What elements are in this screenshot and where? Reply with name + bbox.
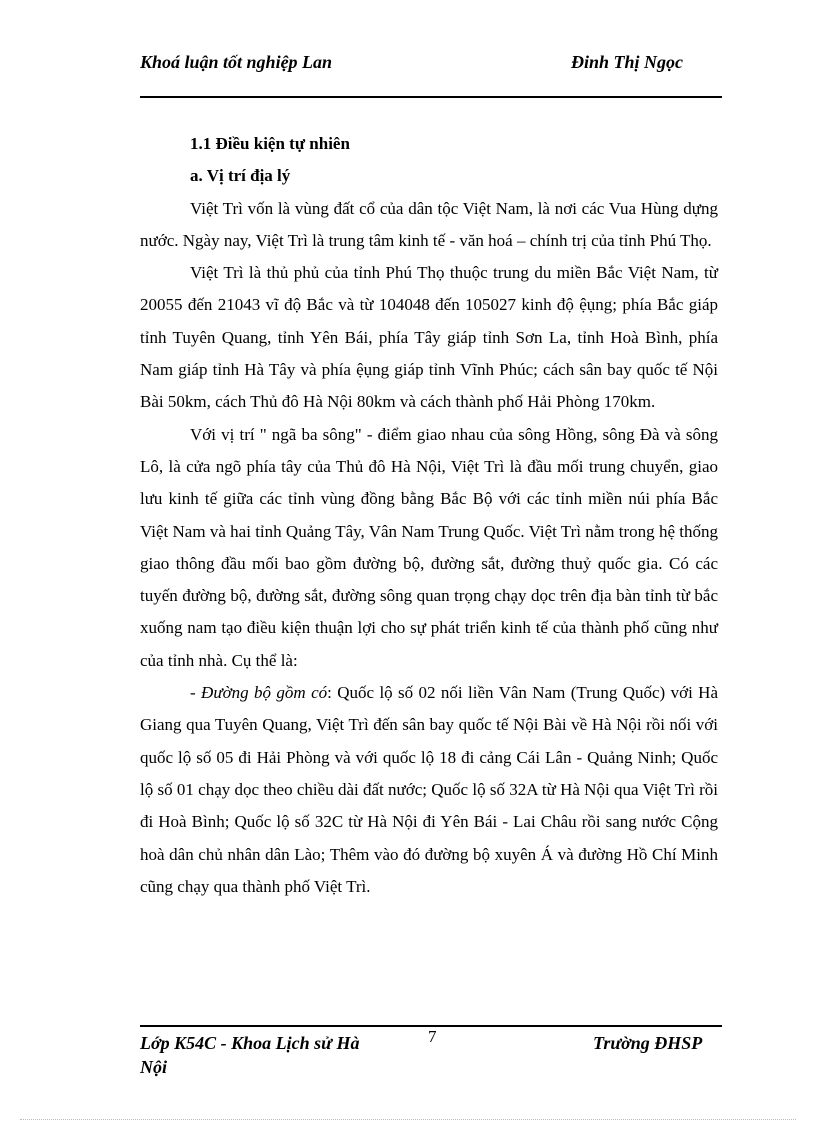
section-heading: 1.1 Điều kiện tự nhiên: [190, 134, 350, 153]
paragraph-4: [140, 677, 718, 903]
page-number: 7: [428, 1027, 437, 1046]
footer-right: Trường ĐHSP: [593, 1033, 703, 1053]
header-right: Đinh Thị Ngọc: [571, 52, 684, 72]
paragraph-4-text: : Quốc lộ số 02 nối liền Vân Nam (Trung Quốc) với Hà Giang qua Tuyên Quang, Việt Trì đến sân bay quốc tế Nội Bài về Hà Nội rồi nối với quốc lộ số 05 đi Hải Phòng và với quốc lộ 18 đi cảng Cái Lân - Quảng Ninh; Quốc lộ số 01 chạy dọc theo chiều dài đất nước; Quốc lộ số 32A từ Hà Nội qua Việt Trì rồi đi Hoà Bình; Quốc lộ số 32C từ Hà Nội đi Yên Bái - Lai Châu rồi sang nước Cộng hoà dân chủ nhân dân Lào; Thêm vào đó đường bộ xuyên Á và đường Hồ Chí Minh cũng chạy qua thành phố Việt Trì.: [140, 683, 718, 896]
header-rule: [140, 96, 722, 98]
paragraph-1: Việt Trì vốn là vùng đất cổ của dân tộc Việt Nam, là nơi các Vua Hùng dựng nước. Ngày nay, Việt Trì là trung tâm kinh tế - văn hoá – chính trị của tỉnh Phú Thọ.: [140, 198, 718, 250]
paragraph-2: Việt Trì là thủ phủ của tỉnh Phú Thọ thuộc trung du miền Bắc Việt Nam, từ 20055 đến 21043 vĩ độ Bắc và từ 104048 đến 105027 kinh độ ệụng; phía Bắc giáp tỉnh Tuyên Quang, tỉnh Yên Bái, phía Tây giáp tỉnh Sơn La, tỉnh Hoà Bình, phía Nam giáp tỉnh Hà Tây và phía ệụng giáp tỉnh Vĩnh Phúc; cách sân bay quốc tế Nội Bài 50km, cách Thủ đô Hà Nội 80km và cách thành phố Hải Phòng 170km.: [140, 263, 718, 412]
footer-left: Lớp K54C - Khoa Lịch sử Hà Nội: [140, 1033, 360, 1077]
paragraph-3: Với vị trí " ngã ba sông" - điểm giao nhau của sông Hồng, sông Đà và sông Lô, là cửa ngõ phía tây của Thủ đô Hà Nội, Việt Trì là đầu mối trung chuyển, giao lưu kinh tế giữa các tỉnh vùng đồng bằng Bắc Bộ với các tỉnh miền núi phía Bắc Việt Nam và hai tỉnh Quảng Tây, Vân Nam Trung Quốc. Việt Trì nằm trong hệ thống giao thông đầu mối bao gồm đường bộ, đường sắt, đường thuỷ quốc gia. Có các tuyến đường bộ, đường sắt, đường sông quan trọng chạy dọc trên địa bàn tỉnh từ bắc xuống nam tạo điều kiện thuận lợi cho sự phát triển kinh tế của thành phố cũng như của tỉnh nhà. Cụ thể là:: [140, 424, 718, 670]
paragraph-4-lead: - Đường bộ gồm có: [190, 683, 328, 703]
page-body: [140, 128, 718, 903]
page-bottom-divider: [20, 1119, 796, 1120]
section-subheading: a. Vị trí địa lý: [190, 166, 291, 186]
header-left: Khoá luận tốt nghiệp Lan: [140, 52, 333, 72]
